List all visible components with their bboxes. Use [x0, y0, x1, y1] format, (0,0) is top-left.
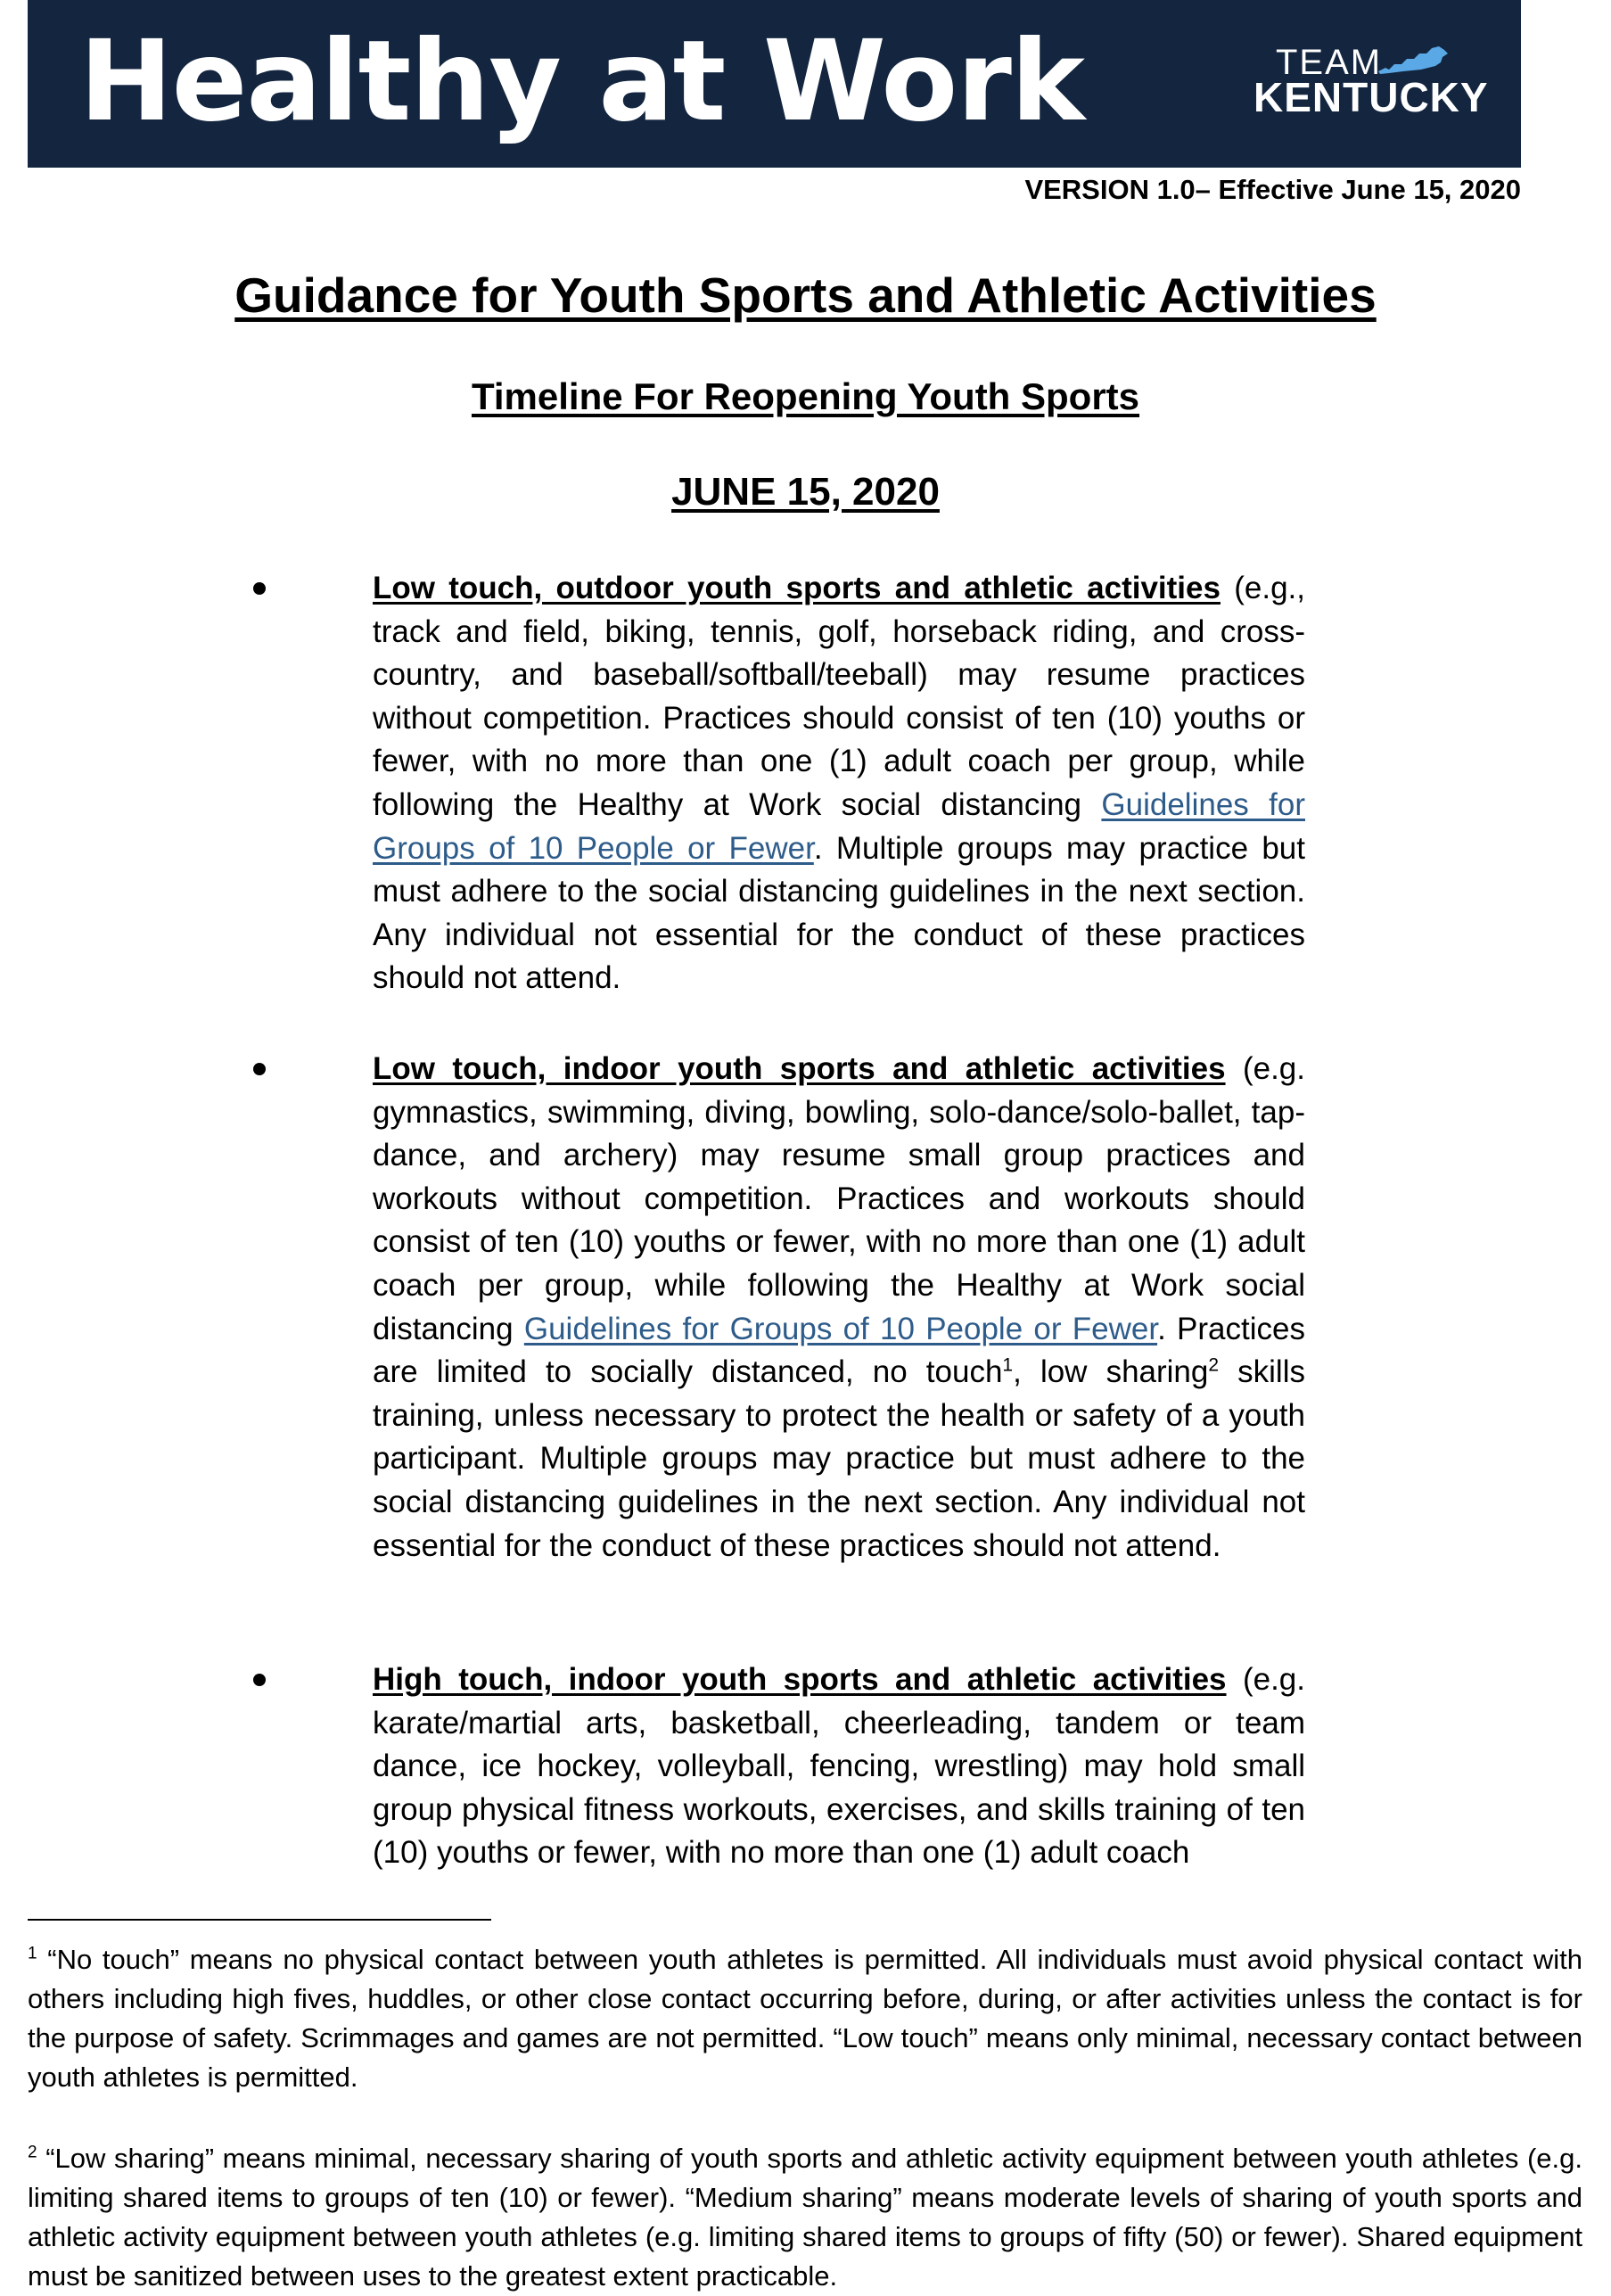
- footnote-marker: 2: [28, 2143, 37, 2162]
- bullet-body-end: . Multiple groups may practice but must adhere to the social distancing guidelines in the next section. Any individual not essential for the conduct of these practices should not attend.: [373, 830, 1305, 996]
- bullet-heading: Low touch, indoor youth sports and athletic activities: [373, 1051, 1226, 1086]
- footnote-ref-1[interactable]: 1: [1002, 1354, 1014, 1376]
- bullet-body: (e.g., track and field, biking, tennis, golf, horseback riding, and cross-country, and baseball/softball/teeball) may resume practices without competition. Practices should consist of ten (10) youths or fewer, with no more than one (1) adult coach per group, while following the Healthy at Work social distancing: [373, 571, 1305, 822]
- footnote-1: [28, 1940, 1582, 2097]
- groups-guidelines-link[interactable]: Guidelines for Groups of 10 People or Fewer: [523, 1311, 1158, 1346]
- footnote-text: “No touch” means no physical contact between youth athletes is permitted. All individuals must avoid physical contact with others including high fives, huddles, or other close contact occurring before, during, or after activities unless the contact is for the purpose of safety. Scrimmages and games are not permitted. “Low touch” means only minimal, necessary contact between youth athletes is permitted.: [28, 1944, 1582, 2093]
- bullet-text: [373, 567, 1305, 1000]
- bullet-body-end: skills training, unless necessary to protect the health or safety of a youth participant. Multiple groups may practice but must adhere to the social distancing guidelines in the next section. Any individual not essential for the conduct of these practices should not attend.: [373, 1354, 1305, 1563]
- footnote-marker: 1: [28, 1944, 37, 1963]
- bullet-text: [373, 1048, 1305, 1568]
- bullet-icon: [253, 1674, 266, 1686]
- bullet-heading: Low touch, outdoor youth sports and athletic activities: [373, 571, 1221, 605]
- bullet-heading: High touch, indoor youth sports and athletic activities: [373, 1662, 1227, 1697]
- version-line: VERSION 1.0– Effective June 15, 2020: [1024, 174, 1521, 205]
- document-title: Guidance for Youth Sports and Athletic Activities: [234, 267, 1377, 323]
- bullet-body: (e.g. karate/martial arts, basketball, cheerleading, tandem or team dance, ice hockey, volleyball, fencing, wrestling) may hold small group physical fitness workouts, exercises, and skills training of ten (10) youths or fewer, with no more than one (1) adult coach: [373, 1662, 1305, 1871]
- date-heading: JUNE 15, 2020: [671, 470, 940, 514]
- header-banner: [28, 0, 1521, 168]
- bullet-body-cont: . Practices are limited to socially distanced, no touch: [373, 1311, 1305, 1390]
- logo-team-text: TEAM: [1276, 43, 1383, 82]
- bullet-text: [373, 1658, 1305, 1875]
- team-kentucky-logo: [1227, 43, 1489, 123]
- logo-state-text: KENTUCKY: [1253, 74, 1489, 120]
- header-title: Healthy at Work: [79, 17, 1085, 146]
- bullet-icon: [253, 1063, 266, 1075]
- bullet-body-cont: , low sharing: [1013, 1354, 1209, 1390]
- footnote-divider: [28, 1919, 491, 1921]
- bullet-icon: [253, 582, 266, 595]
- groups-guidelines-link[interactable]: Guidelines for Groups of 10 People or Fewer: [373, 786, 1305, 866]
- kentucky-state-icon: [1377, 45, 1450, 75]
- section-subtitle: Timeline For Reopening Youth Sports: [471, 375, 1140, 417]
- footnote-ref-2[interactable]: 2: [1208, 1354, 1220, 1376]
- footnote-2: [28, 2139, 1582, 2296]
- footnote-text: “Low sharing” means minimal, necessary sharing of youth sports and athletic activity equipment between youth athletes (e.g. limiting shared items to groups of ten (10) or fewer). “Medium sharing” means moderate levels of sharing of youth sports and athletic activity equipment between youth athletes (e.g. limiting shared items to groups of fifty (50) or fewer). Shared equipment must be sanitized between uses to the greatest extent practicable.: [28, 2143, 1582, 2292]
- bullet-body: (e.g. gymnastics, swimming, diving, bowling, solo-dance/solo-ballet, tap-dance, and archery) may resume small group practices and workouts without competition. Practices and workouts should consist of ten (10) youths or fewer, with no more than one (1) adult coach per group, while following the Healthy at Work social distancing: [373, 1051, 1305, 1346]
